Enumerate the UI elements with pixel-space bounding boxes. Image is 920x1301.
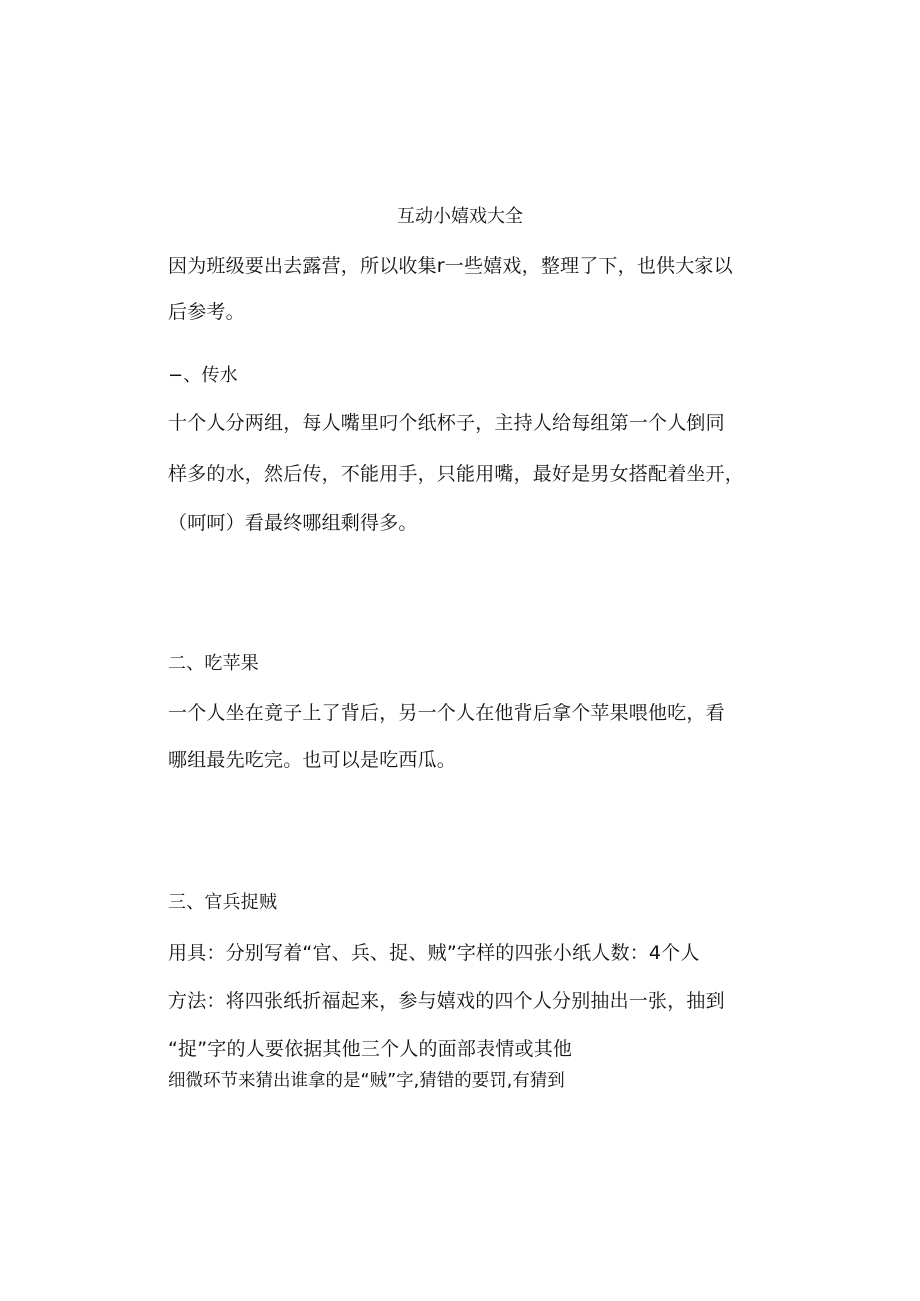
- section-2-line: 哪组最先吃完。也可以是吃西瓜。: [168, 749, 457, 771]
- section-1-line: （呵呵）看最终哪组剩得多。: [168, 512, 418, 534]
- section-3-line: 细微环节来猜出谁拿的是“贼”字,猜错的要罚,有猜到: [168, 1071, 565, 1091]
- section-heading-2: 二、吃苹果: [168, 653, 259, 674]
- section-1-line: 十个人分两组，每人嘴里叼个纸杯子，主持人给每组第一个人倒同: [168, 412, 725, 434]
- intro-line: 后参考。: [168, 301, 245, 323]
- section-3-line: “捉”字的人要依据其他三个人的面部表情或其他: [168, 1038, 573, 1060]
- section-2-line: 一个人坐在竟子上了背后，另一个人在他背后拿个苹果喂他吃，看: [168, 702, 725, 724]
- section-heading-3: 三、官兵捉贼: [168, 892, 278, 913]
- document-title: 互动小嬉戏大全: [397, 206, 523, 227]
- section-heading-1: −、传水: [168, 365, 238, 386]
- intro-line: 因为班级要出去露营，所以收集r一些嬉戏，整理了下，也供大家以: [168, 255, 733, 277]
- section-3-line: 方法：将四张纸折福起来，参与嬉戏的四个人分别抽出一张，抽到: [168, 990, 725, 1012]
- section-3-line: 用具：分别写着“官、兵、捉、贼”字样的四张小纸人数：4个人: [168, 942, 700, 964]
- section-1-line: 样多的水，然后传，不能用手，只能用嘴，最好是男女搭配着坐开，: [168, 463, 745, 485]
